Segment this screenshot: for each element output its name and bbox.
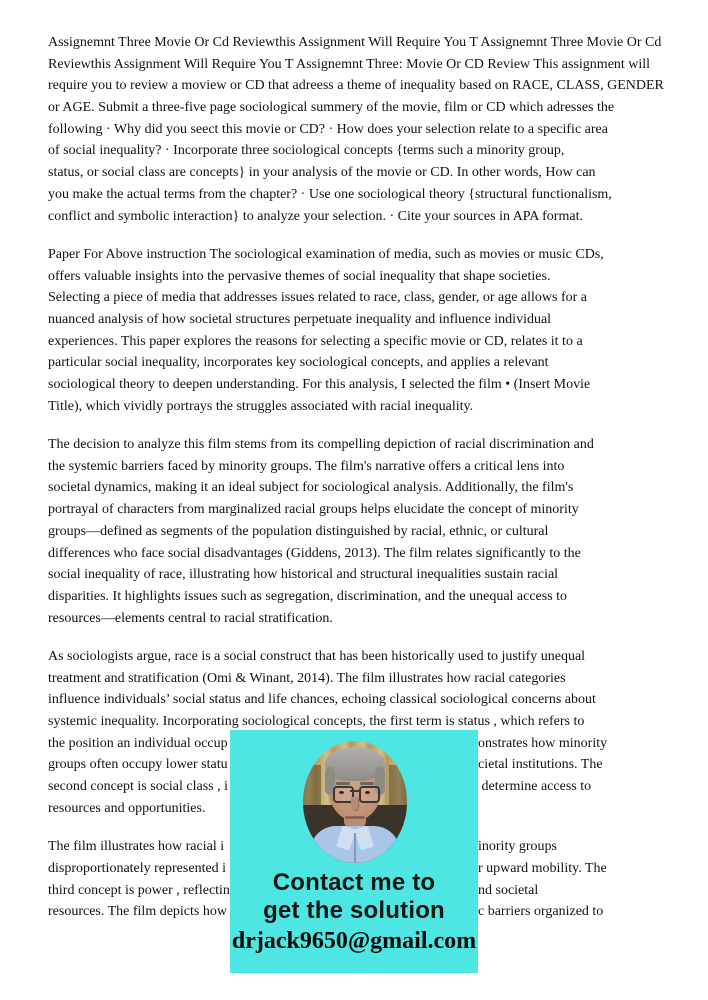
ad-headline — [230, 869, 478, 925]
text-line-left-fragment: disproportionately represented i — [48, 860, 227, 876]
text-line-left-fragment: resources. The film depicts how — [48, 904, 231, 920]
text-line: groups—defined as segments of the population distinguished by racial, ethnic, or cultural — [48, 523, 549, 539]
text-line-right-fragment: r upward mobility. The — [478, 860, 607, 876]
text-line: or AGE. Submit a three-five page sociological summery of the movie, film or CD which adresses the — [48, 100, 615, 116]
paragraph — [48, 32, 680, 227]
text-line: societal dynamics, making it an ideal subject for sociological analysis. Additionally, the film's — [48, 480, 574, 496]
text-line-right-fragment: determine access to — [478, 779, 592, 795]
text-line: status, or social class are concepts} in your analysis of the movie or CD. In other words, How can — [48, 165, 596, 181]
text-line: following · Why did you seect this movie or CD? · How does your selection relate to a specific area — [48, 121, 608, 137]
glasses-icon — [359, 786, 380, 803]
text-line: Title), which vividly portrays the struggles associated with racial inequality. — [48, 398, 474, 414]
text-line: Paper For Above instruction The sociological examination of media, such as movies or music CDs, — [48, 246, 604, 262]
text-line: offers valuable insights into the pervasive themes of social inequality that shape societies. — [48, 268, 551, 284]
text-line: resources and opportunities. — [48, 800, 206, 816]
text-line: Reviewthis Assignment Will Require You T Assignemnt Three: Movie Or CD Review This assignment will — [48, 56, 651, 72]
text-line: social inequality of race, illustrating how historical and structural inequalities sustain racial — [48, 567, 559, 583]
photo-shirt-placket — [354, 833, 356, 863]
text-line-right-fragment: onstrates how minority — [478, 735, 608, 751]
tutor-photo — [303, 741, 407, 863]
text-line-left-fragment: groups often occupy lower statu — [48, 757, 228, 773]
text-line: portrayal of characters from marginalized racial groups helps elucidate the concept of minority — [48, 502, 579, 518]
text-line-left-fragment: second concept is social class , i — [48, 779, 229, 795]
photo-eyebrow-right — [360, 782, 374, 785]
ad-headline-line2: get the solution — [263, 897, 445, 924]
solution-ad-card[interactable] — [230, 730, 478, 973]
text-line: differences who face social disadvantages (Giddens, 2013). The film relates significantly to the — [48, 545, 581, 561]
photo-nose — [351, 797, 358, 810]
text-line: systemic inequality. Incorporating sociological concepts, the first term is status , which refers to — [48, 714, 585, 729]
text-line: the systemic barriers faced by minority groups. The film's narrative offers a critical lens into — [48, 458, 565, 474]
text-line: sociological theory to deepen understanding. For this analysis, I selected the film • (Insert Movie — [48, 377, 591, 392]
text-line: particular social inequality, incorporates key sociological concepts, and applies a relevant — [48, 355, 549, 371]
ad-headline-line1: Contact me to — [272, 869, 436, 896]
text-line-right-fragment: inority groups — [478, 839, 557, 855]
text-line: you make the actual terms from the chapter? · Use one sociological theory {structural functionalism, — [48, 186, 612, 202]
text-line: resources—elements central to racial stratification. — [48, 610, 333, 626]
text-line: conflict and symbolic interaction} to analyze your selection. · Cite your sources in APA format. — [48, 208, 583, 224]
text-line-right-fragment: cietal institutions. The — [478, 757, 603, 773]
glasses-bridge — [350, 790, 360, 792]
text-line-right-fragment: nd societal — [478, 882, 539, 898]
paragraph — [48, 434, 680, 629]
text-line: influence individuals’ social status and life chances, echoing classical sociological concerns about — [48, 692, 596, 708]
photo-eye-left — [339, 791, 344, 794]
text-line: experiences. This paper explores the reasons for selecting a specific movie or CD, relates it to a — [48, 333, 583, 349]
text-line: require you to review a moview or CD that adreess a theme of inequality based on RACE, CLASS, GENDER — [48, 78, 664, 94]
photo-eyebrow-left — [336, 782, 350, 785]
photo-mouth — [345, 816, 365, 819]
text-line: Assignemnt Three Movie Or Cd Reviewthis Assignment Will Require You T Assignemnt Three Movie Or Cd — [48, 35, 662, 50]
text-line: nuanced analysis of how societal structures perpetuate inequality and influence individual — [48, 311, 552, 327]
text-line: of social inequality? · Incorporate three sociological concepts {terms such a minority group, — [48, 143, 565, 159]
text-line: The decision to analyze this film stems from its compelling depiction of racial discrimination and — [48, 437, 594, 453]
text-line-left-fragment: The film illustrates how racial i — [48, 839, 225, 855]
paragraph — [48, 244, 680, 418]
text-line: disparities. It highlights issues such as segregation, discrimination, and the unequal access to — [48, 588, 568, 604]
text-line-left-fragment: third concept is power , reflectin — [48, 882, 230, 898]
text-line: As sociologists argue, race is a social construct that has been historically used to justify unequal — [48, 648, 586, 664]
text-line-left-fragment: the position an individual occup — [48, 735, 228, 751]
text-line: treatment and stratification (Omi & Winant, 2014). The film illustrates how racial categories — [48, 670, 566, 686]
ad-email[interactable]: drjack9650@gmail.com — [231, 928, 477, 954]
photo-eye-right — [365, 791, 370, 794]
text-line: Selecting a piece of media that addresses issues related to race, class, gender, or age allows for a — [48, 290, 587, 306]
text-line-right-fragment: c barriers organized to — [478, 904, 604, 920]
